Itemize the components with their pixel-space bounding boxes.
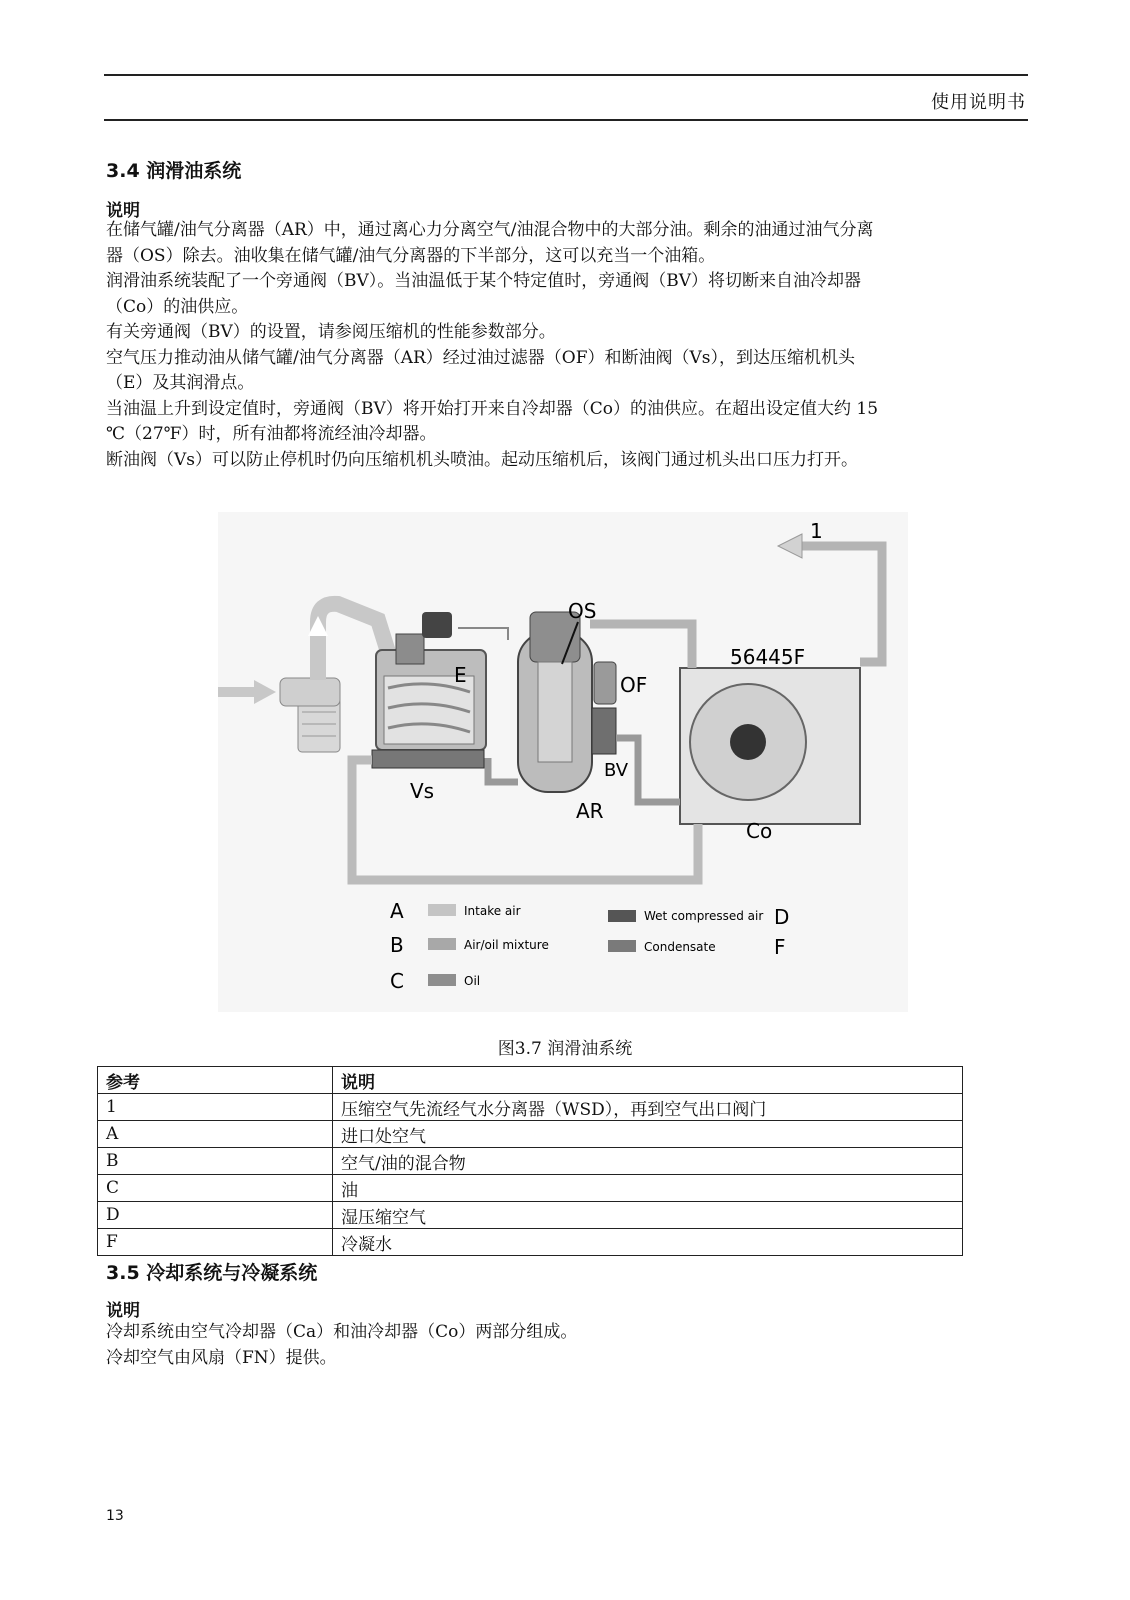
- body-line: （Co）的油供应。: [106, 296, 249, 317]
- body-line: （E）及其润滑点。: [106, 373, 255, 393]
- legend-text: Condensate: [644, 940, 716, 954]
- table-cell-desc: 油: [333, 1175, 963, 1202]
- legend-letter: D: [774, 905, 790, 929]
- oil-separator-vessel: [518, 612, 592, 792]
- legend-text: Air/oil mixture: [464, 938, 549, 952]
- body-line: 器（OS）除去。油收集在储气罐/油气分离器的下半部分，这可以充当一个油箱。: [106, 245, 716, 266]
- lubrication-system-diagram: [218, 512, 908, 1012]
- header-rule-top: [104, 74, 1028, 76]
- bypass-valve: [592, 708, 616, 754]
- body-line: 断油阀（Vs）可以防止停机时仍向压缩机机头喷油。起动压缩机后，该阀门通过机头出口压力打开。: [106, 449, 858, 470]
- section-heading-3-4: 3.4 润滑油系统: [106, 160, 242, 182]
- table-row: [98, 1229, 963, 1256]
- body-line: ℃（27℉）时，所有油都将流经油冷却器。: [106, 424, 437, 444]
- table-row: [98, 1094, 963, 1121]
- oil-stop-valve: [372, 750, 484, 768]
- reference-table: [97, 1066, 963, 1256]
- body-line: 空气压力推动油从储气罐/油气分离器（AR）经过油过滤器（OF）和断油阀（Vs），到达压缩机机头: [106, 347, 856, 368]
- table-header-row: [98, 1067, 963, 1094]
- body-line: 当油温上升到设定值时，旁通阀（BV）将开始打开来自冷却器（Co）的油供应。在超出设定值大约 15: [106, 398, 879, 419]
- table-cell-ref: B: [98, 1148, 333, 1175]
- legend-swatch: [608, 940, 636, 952]
- figure-caption: 图3.7 润滑油系统: [497, 1039, 633, 1059]
- oil-cooler: [680, 668, 860, 824]
- legend-text: Oil: [464, 974, 481, 988]
- label-ar: AR: [576, 799, 604, 823]
- legend-swatch: [428, 974, 456, 986]
- label-1: 1: [810, 519, 823, 543]
- description-title: 说明: [106, 1301, 140, 1321]
- table-cell-desc: 空气/油的混合物: [333, 1148, 963, 1175]
- table-row: [98, 1121, 963, 1148]
- table-cell-desc: 冷凝水: [333, 1229, 963, 1256]
- section-heading-3-5: 3.5 冷却系统与冷凝系统: [106, 1262, 318, 1284]
- table-cell-ref: 1: [98, 1094, 333, 1121]
- table-header-ref: 参考: [98, 1067, 333, 1094]
- table-header-desc: 说明: [333, 1067, 963, 1094]
- label-os: OS: [568, 599, 597, 623]
- legend-text: Wet compressed air: [644, 909, 764, 923]
- legend-swatch: [608, 910, 636, 922]
- body-line: 有关旁通阀（BV）的设置，请参阅压缩机的性能参数部分。: [106, 322, 556, 342]
- table-cell-ref: D: [98, 1202, 333, 1229]
- label-co: Co: [746, 819, 773, 843]
- table-row: [98, 1148, 963, 1175]
- table-cell-ref: F: [98, 1229, 333, 1256]
- label-vs: Vs: [410, 779, 435, 803]
- table-row: [98, 1202, 963, 1229]
- oil-filter: [594, 662, 616, 704]
- body-line: 冷却系统由空气冷却器（Ca）和油冷却器（Co）两部分组成。: [106, 1322, 578, 1342]
- legend-text: Intake air: [464, 904, 521, 918]
- body-line: 在储气罐/油气分离器（AR）中，通过离心力分离空气/油混合物中的大部分油。剩余的油通过油气分离: [106, 220, 874, 240]
- page-number: 13: [106, 1508, 124, 1524]
- table-cell-desc: 进口处空气: [333, 1121, 963, 1148]
- table-cell-desc: 压缩空气先流经气水分离器（WSD），再到空气出口阀门: [333, 1094, 963, 1121]
- body-line: 润滑油系统装配了一个旁通阀（BV）。当油温低于某个特定值时，旁通阀（BV）将切断来自油冷却器: [106, 271, 862, 291]
- label-bv: BV: [604, 760, 629, 781]
- header-rule-bottom: [104, 119, 1028, 121]
- description-title: 说明: [106, 201, 140, 221]
- label-e: E: [454, 663, 467, 687]
- legend-swatch: [428, 904, 456, 916]
- table-cell-desc: 湿压缩空气: [333, 1202, 963, 1229]
- table-row: [98, 1175, 963, 1202]
- header-title: 使用说明书: [931, 92, 1026, 113]
- legend-swatch: [428, 938, 456, 950]
- section-3-5-body: [106, 1320, 1028, 1371]
- section-3-4-body: [106, 218, 1028, 473]
- label-of: OF: [620, 673, 648, 697]
- legend-letter: A: [390, 899, 404, 923]
- legend-letter: C: [390, 969, 404, 993]
- legend-letter: F: [774, 935, 786, 959]
- label-model-number: 56445F: [730, 645, 806, 669]
- body-line: 冷却空气由风扇（FN）提供。: [106, 1347, 337, 1368]
- table-cell-ref: C: [98, 1175, 333, 1202]
- legend-letter: B: [390, 933, 404, 957]
- table-cell-ref: A: [98, 1121, 333, 1148]
